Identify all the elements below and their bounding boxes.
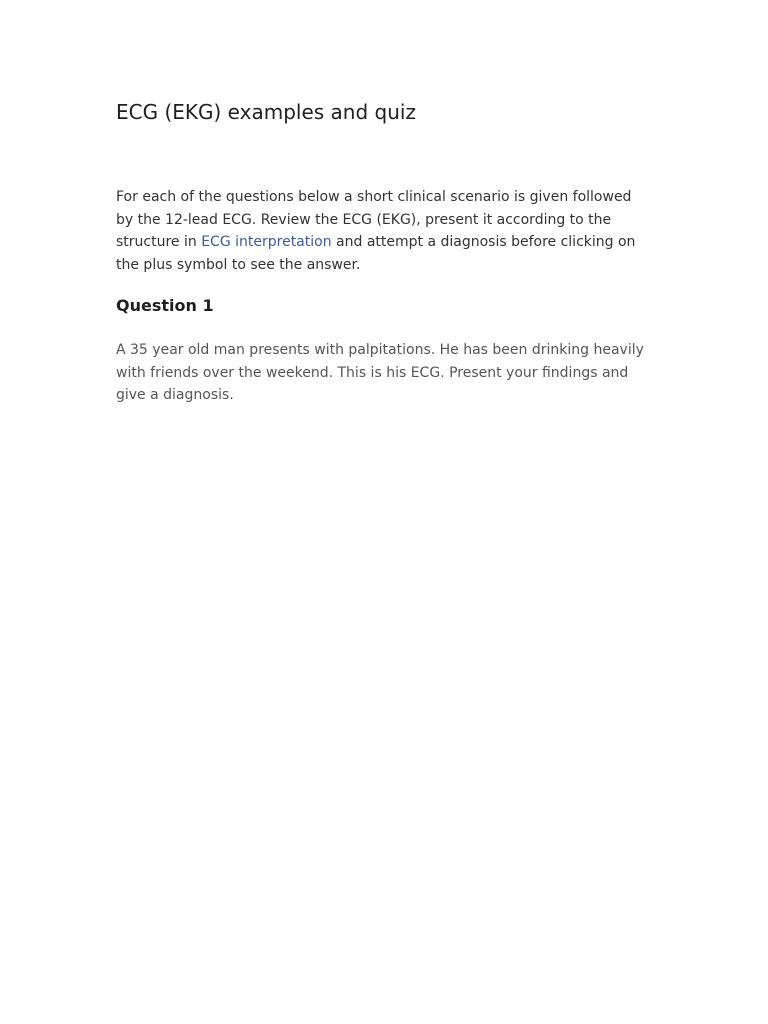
page-title: ECG (EKG) examples and quiz [116,100,416,124]
question-1-text: A 35 year old man presents with palpitations. He has been drinking heavily with friends over the weekend. This is his ECG. Present your findings and give a diagnosis. [116,342,644,403]
intro-text-end: and attempt a diagnosis before clicking on the plus symbol to see the answer. [116,234,636,273]
question-1-heading: Question 1 [116,296,214,315]
ecg-interpretation-link[interactable]: ECG interpretation [201,234,332,250]
intro-paragraph [116,186,646,276]
intro-text-start: For each of the questions below a short clinical scenario is given followed by the 12-lead ECG. Review the ECG (EKG), present it according to the structure in [116,189,632,250]
